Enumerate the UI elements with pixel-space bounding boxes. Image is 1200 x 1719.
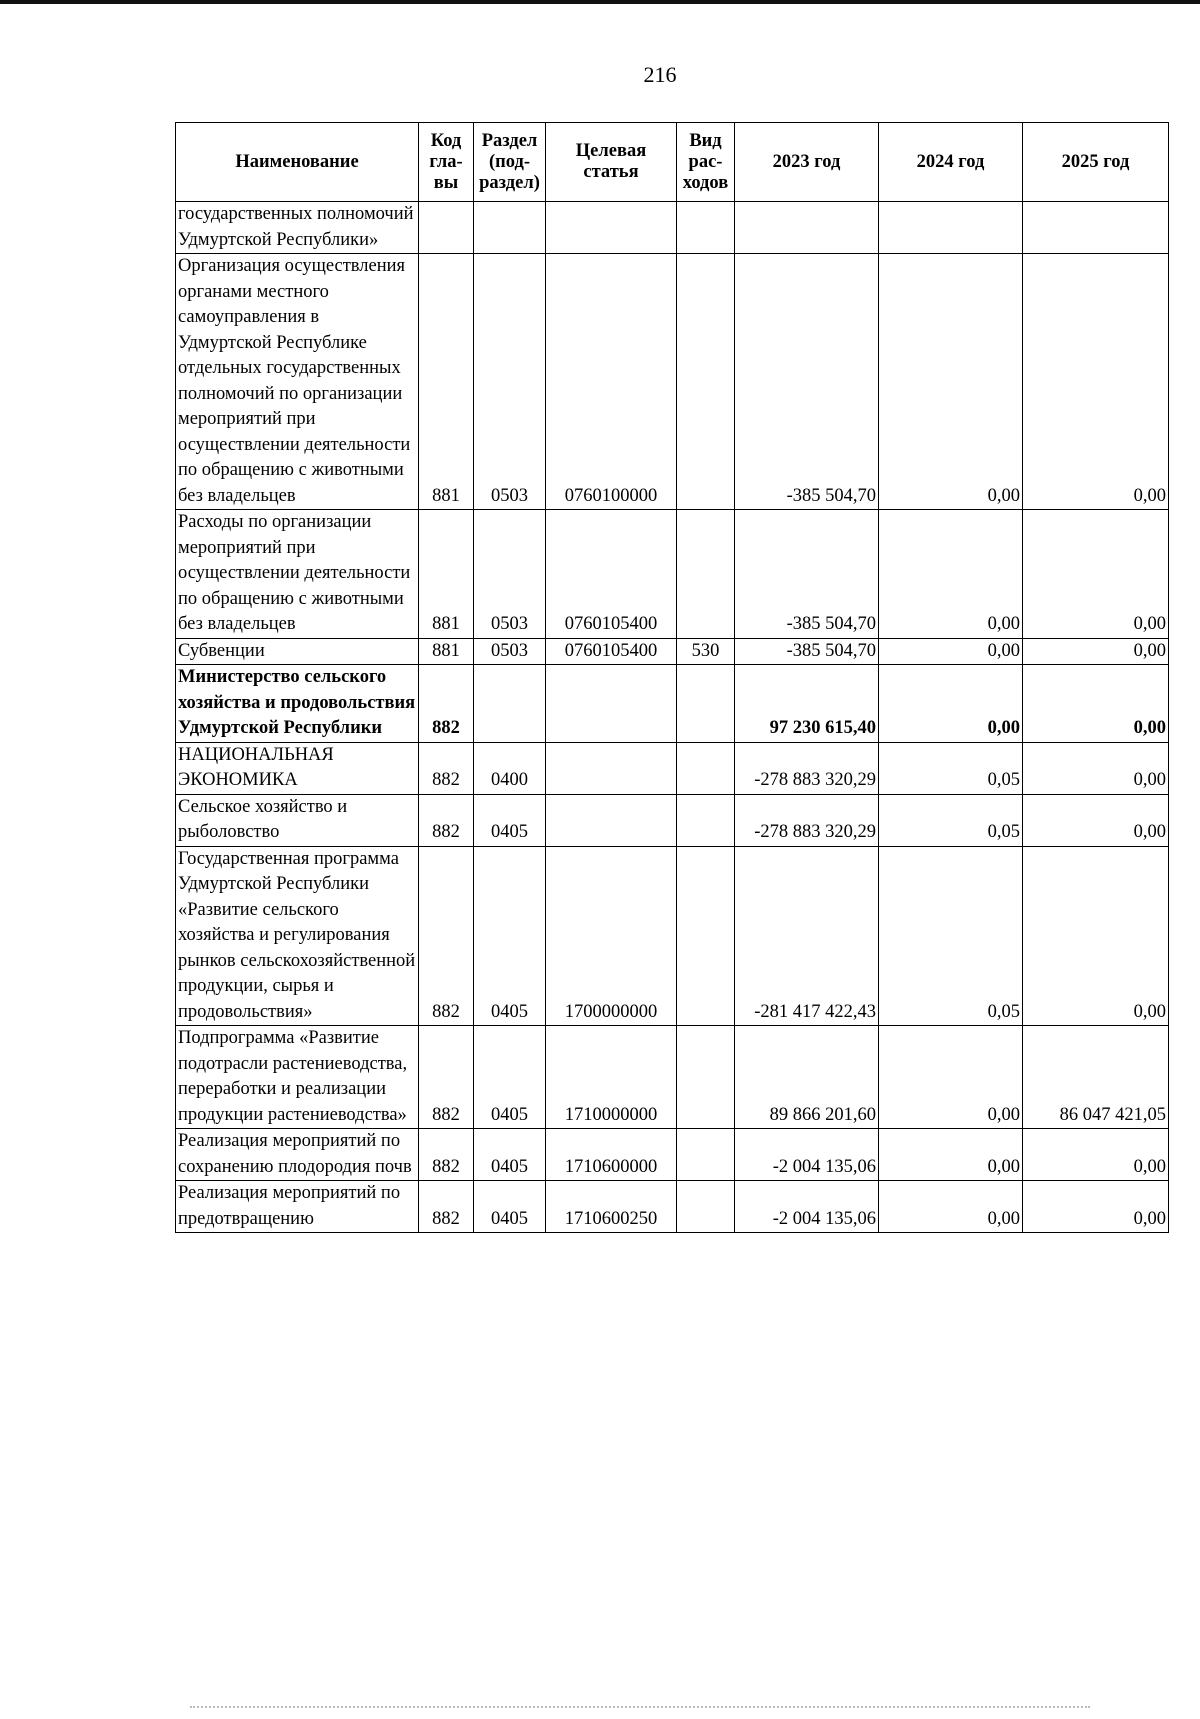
table-row bbox=[176, 638, 1169, 665]
cell-article bbox=[546, 202, 677, 254]
cell-section: 0405 bbox=[474, 846, 546, 1026]
cell-section: 0405 bbox=[474, 1181, 546, 1233]
cell-article: 0760105400 bbox=[546, 510, 677, 639]
cell-kind bbox=[677, 665, 735, 743]
cell-name: Сельское хозяйство и рыболовство bbox=[176, 794, 419, 846]
table-row bbox=[176, 510, 1169, 639]
cell-kind bbox=[677, 846, 735, 1026]
cell-name: НАЦИОНАЛЬНАЯ ЭКОНОМИКА bbox=[176, 742, 419, 794]
cell-code: 882 bbox=[419, 1181, 474, 1233]
cell-y2023: -385 504,70 bbox=[735, 638, 879, 665]
cell-name: государственных полномочий Удмуртской Республики» bbox=[176, 202, 419, 254]
table-row bbox=[176, 1181, 1169, 1233]
table-row bbox=[176, 665, 1169, 743]
cell-y2023: -278 883 320,29 bbox=[735, 742, 879, 794]
cell-y2023: -385 504,70 bbox=[735, 254, 879, 510]
cell-y2025 bbox=[1023, 202, 1169, 254]
cell-kind bbox=[677, 1026, 735, 1129]
cell-y2024: 0,05 bbox=[879, 742, 1023, 794]
cell-code: 882 bbox=[419, 1026, 474, 1129]
cell-article: 0760105400 bbox=[546, 638, 677, 665]
cell-article: 1710600000 bbox=[546, 1129, 677, 1181]
cell-y2023: -385 504,70 bbox=[735, 510, 879, 639]
cell-y2024: 0,00 bbox=[879, 1181, 1023, 1233]
cell-section: 0503 bbox=[474, 254, 546, 510]
cell-name: Расходы по организации мероприятий при осуществлении деятельности по обращению с животными без владельцев bbox=[176, 510, 419, 639]
cell-code bbox=[419, 202, 474, 254]
cell-y2024 bbox=[879, 202, 1023, 254]
cell-name: Реализация мероприятий по сохранению плодородия почв bbox=[176, 1129, 419, 1181]
header-row bbox=[176, 123, 1169, 202]
cell-y2024: 0,00 bbox=[879, 665, 1023, 743]
cell-y2023: -2 004 135,06 bbox=[735, 1129, 879, 1181]
cell-section bbox=[474, 665, 546, 743]
table-row bbox=[176, 1129, 1169, 1181]
cell-section: 0503 bbox=[474, 638, 546, 665]
table-row bbox=[176, 202, 1169, 254]
cell-y2024: 0,00 bbox=[879, 1129, 1023, 1181]
cell-name: Министерство сельского хозяйства и продовольствия Удмуртской Республики bbox=[176, 665, 419, 743]
cell-kind bbox=[677, 742, 735, 794]
cell-y2025: 0,00 bbox=[1023, 1129, 1169, 1181]
header-code: Код гла-вы bbox=[419, 123, 474, 202]
table-row bbox=[176, 794, 1169, 846]
cell-y2023: -2 004 135,06 bbox=[735, 1181, 879, 1233]
cell-article: 0760100000 bbox=[546, 254, 677, 510]
table-body bbox=[176, 202, 1169, 1233]
cell-y2025: 0,00 bbox=[1023, 254, 1169, 510]
cell-code: 881 bbox=[419, 510, 474, 639]
page-number: 216 bbox=[643, 62, 677, 87]
cell-y2023: 89 866 201,60 bbox=[735, 1026, 879, 1129]
cell-y2023: -281 417 422,43 bbox=[735, 846, 879, 1026]
cell-kind bbox=[677, 1181, 735, 1233]
header-2023: 2023 год bbox=[735, 123, 879, 202]
table-header bbox=[176, 123, 1169, 202]
cell-y2024: 0,00 bbox=[879, 1026, 1023, 1129]
cell-name: Субвенции bbox=[176, 638, 419, 665]
cell-y2025: 0,00 bbox=[1023, 665, 1169, 743]
cell-section: 0503 bbox=[474, 510, 546, 639]
cell-code: 882 bbox=[419, 1129, 474, 1181]
cell-article: 1710000000 bbox=[546, 1026, 677, 1129]
cell-y2025: 0,00 bbox=[1023, 1181, 1169, 1233]
cell-name: Организация осуществления органами местного самоуправления в Удмуртской Республике отдельных государственных полномочий по организации мероприятий при осуществлении деятельности по обращению с животными без владельцев bbox=[176, 254, 419, 510]
cell-y2025: 0,00 bbox=[1023, 638, 1169, 665]
cell-code: 882 bbox=[419, 794, 474, 846]
cell-article: 1700000000 bbox=[546, 846, 677, 1026]
cell-y2023: -278 883 320,29 bbox=[735, 794, 879, 846]
header-article: Целевая статья bbox=[546, 123, 677, 202]
cell-kind bbox=[677, 794, 735, 846]
cell-y2024: 0,00 bbox=[879, 638, 1023, 665]
scan-bottom-marks bbox=[190, 1706, 1090, 1711]
cell-y2025: 0,00 bbox=[1023, 742, 1169, 794]
top-edge-rule bbox=[0, 0, 1200, 4]
cell-kind: 530 bbox=[677, 638, 735, 665]
header-section: Раздел (под-раздел) bbox=[474, 123, 546, 202]
cell-name: Подпрограмма «Развитие подотрасли растениеводства, переработки и реализации продукции растениеводства» bbox=[176, 1026, 419, 1129]
cell-code: 881 bbox=[419, 638, 474, 665]
cell-section: 0405 bbox=[474, 794, 546, 846]
cell-kind bbox=[677, 202, 735, 254]
cell-y2024: 0,05 bbox=[879, 794, 1023, 846]
cell-section: 0405 bbox=[474, 1026, 546, 1129]
cell-kind bbox=[677, 1129, 735, 1181]
cell-article bbox=[546, 665, 677, 743]
cell-article bbox=[546, 742, 677, 794]
cell-article: 1710600250 bbox=[546, 1181, 677, 1233]
cell-y2023 bbox=[735, 202, 879, 254]
header-name: Наименование bbox=[176, 123, 419, 202]
budget-table bbox=[175, 122, 1169, 1233]
cell-article bbox=[546, 794, 677, 846]
cell-section: 0400 bbox=[474, 742, 546, 794]
table-row bbox=[176, 846, 1169, 1026]
cell-kind bbox=[677, 510, 735, 639]
cell-y2025: 0,00 bbox=[1023, 846, 1169, 1026]
cell-name: Государственная программа Удмуртской Республики «Развитие сельского хозяйства и регулирования рынков сельскохозяйственной продукции, сырья и продовольствия» bbox=[176, 846, 419, 1026]
cell-name: Реализация мероприятий по предотвращению bbox=[176, 1181, 419, 1233]
cell-y2024: 0,00 bbox=[879, 510, 1023, 639]
header-2024: 2024 год bbox=[879, 123, 1023, 202]
cell-code: 882 bbox=[419, 742, 474, 794]
table-row bbox=[176, 742, 1169, 794]
header-2025: 2025 год bbox=[1023, 123, 1169, 202]
cell-section: 0405 bbox=[474, 1129, 546, 1181]
cell-kind bbox=[677, 254, 735, 510]
cell-code: 881 bbox=[419, 254, 474, 510]
cell-y2023: 97 230 615,40 bbox=[735, 665, 879, 743]
cell-y2025: 86 047 421,05 bbox=[1023, 1026, 1169, 1129]
table-row bbox=[176, 1026, 1169, 1129]
cell-code: 882 bbox=[419, 846, 474, 1026]
table-row bbox=[176, 254, 1169, 510]
cell-y2024: 0,05 bbox=[879, 846, 1023, 1026]
header-kind: Вид рас-ходов bbox=[677, 123, 735, 202]
cell-y2025: 0,00 bbox=[1023, 794, 1169, 846]
cell-y2025: 0,00 bbox=[1023, 510, 1169, 639]
cell-y2024: 0,00 bbox=[879, 254, 1023, 510]
cell-code: 882 bbox=[419, 665, 474, 743]
cell-section bbox=[474, 202, 546, 254]
